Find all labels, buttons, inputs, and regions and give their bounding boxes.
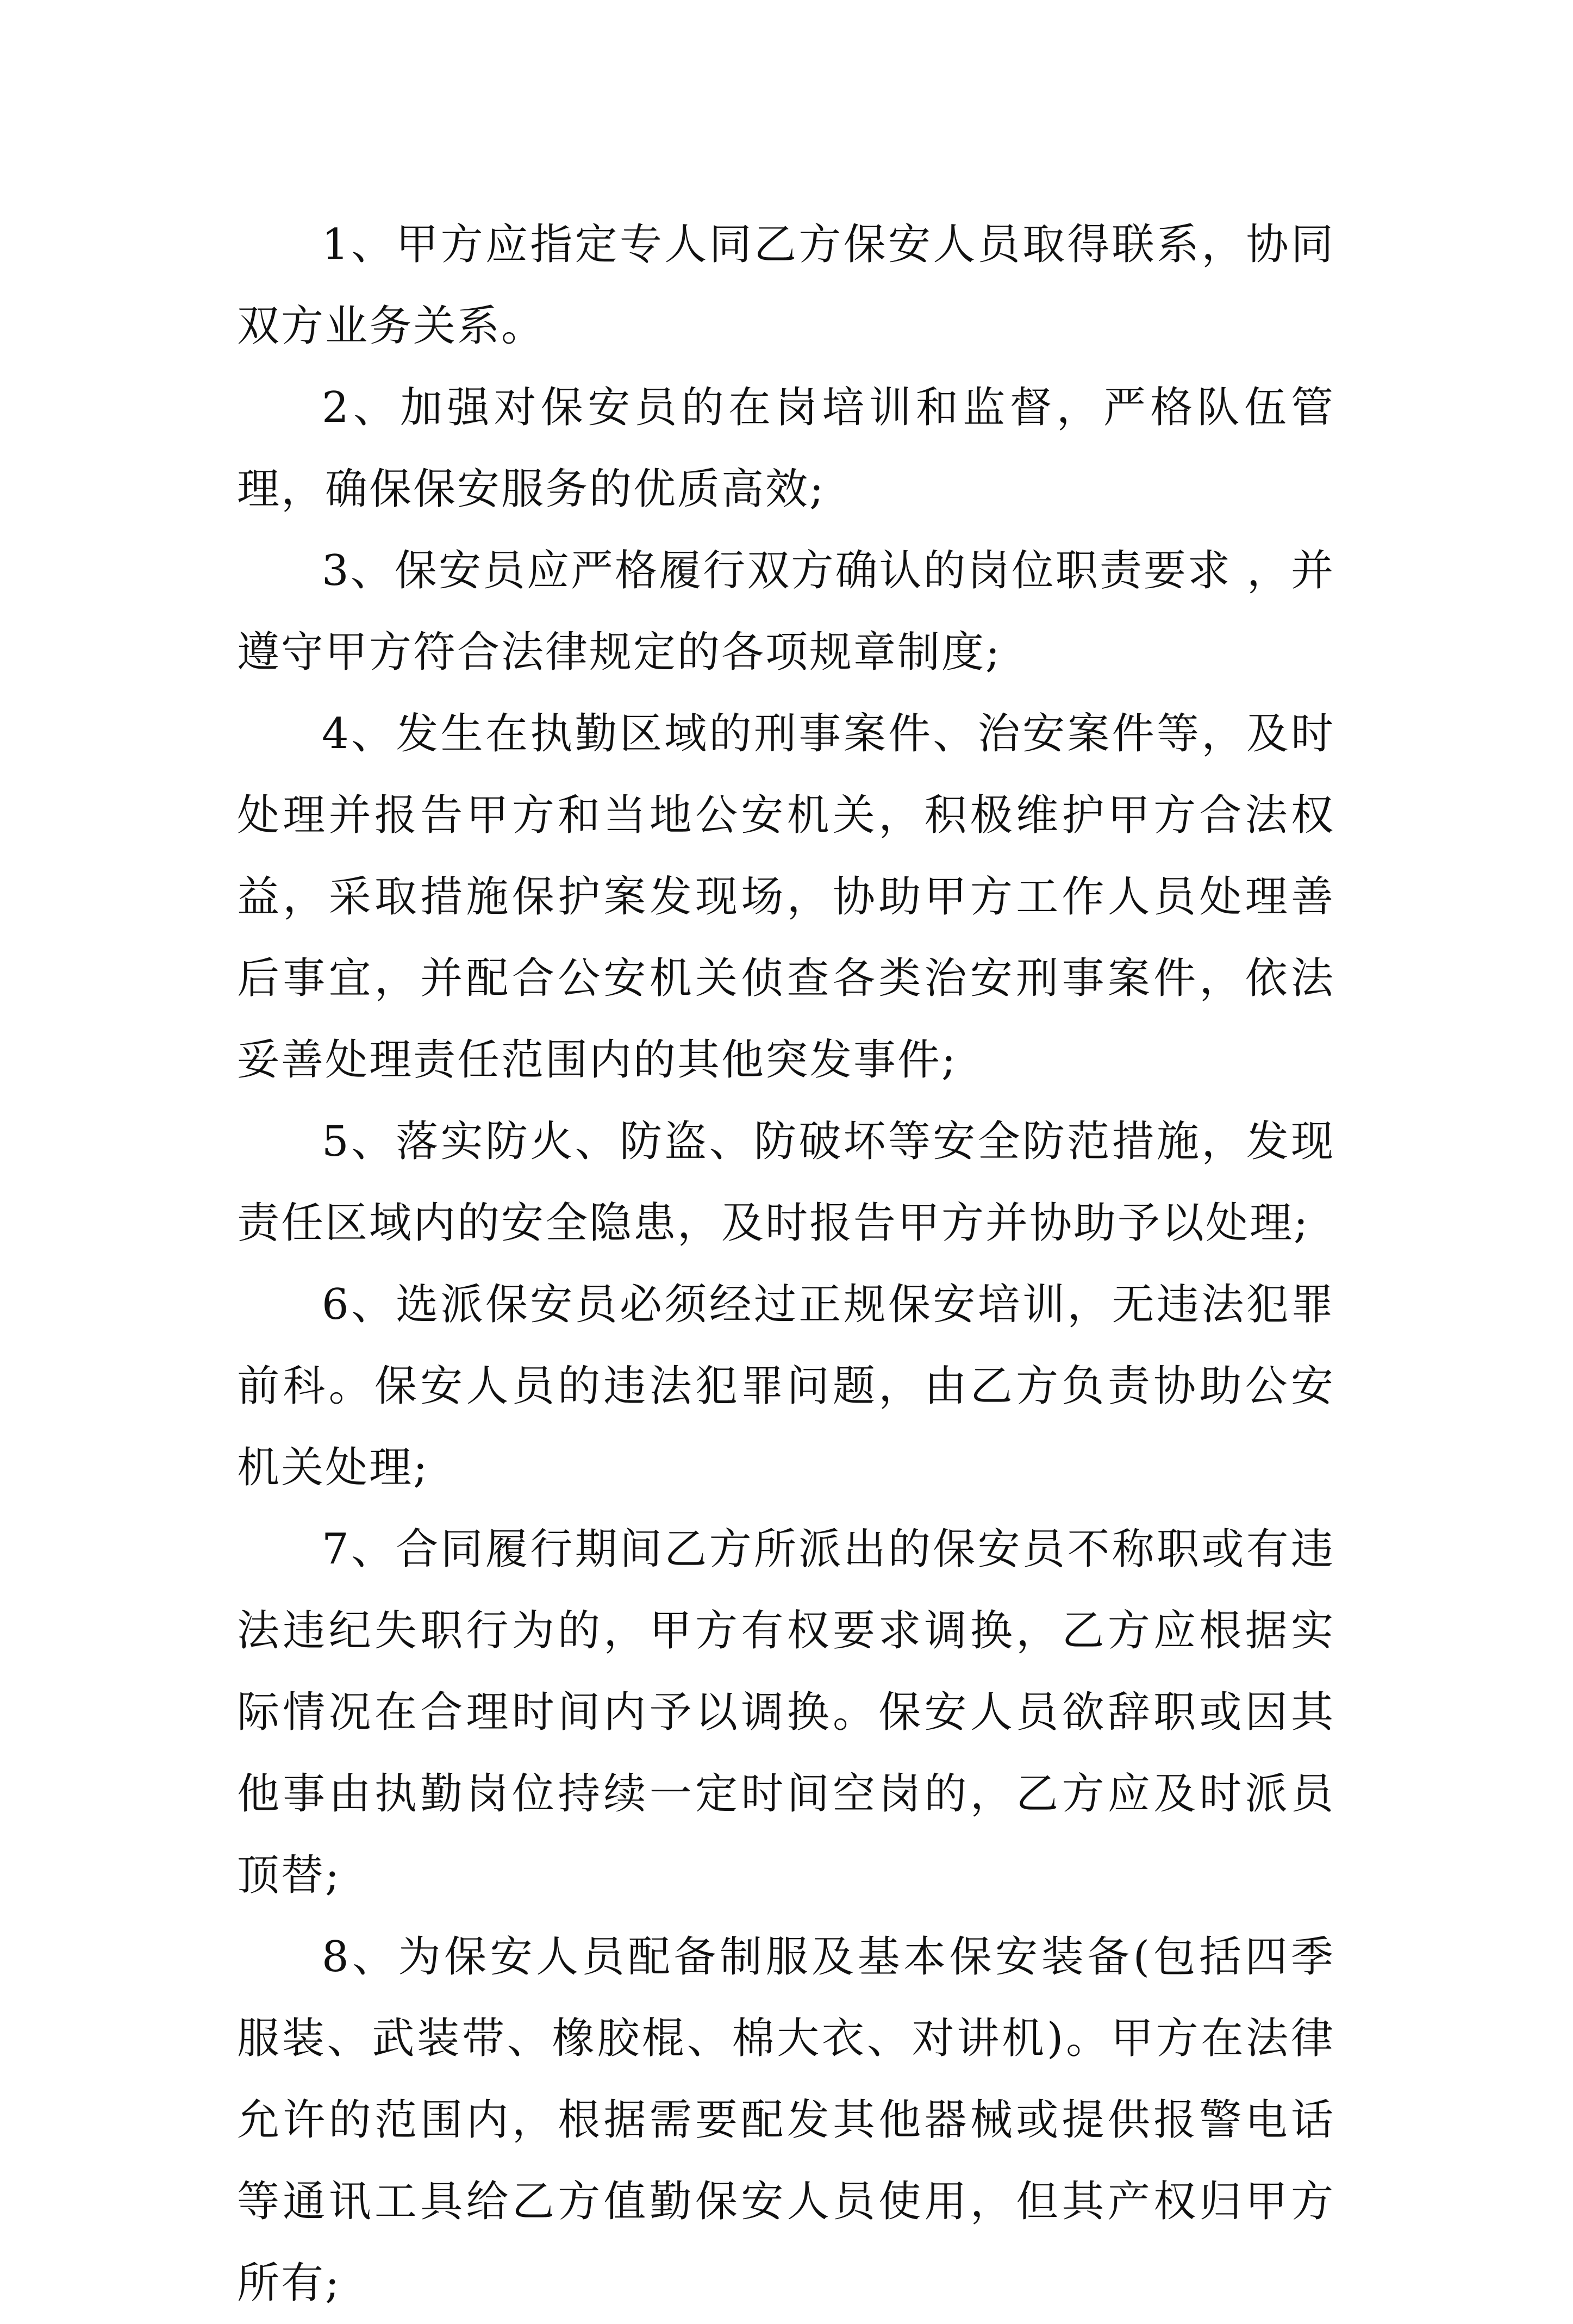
document-body — [237, 204, 1335, 2324]
clause-2: 2、加强对保安员的在岗培训和监督，严格队伍管理，确保保安服务的优质高效; — [237, 383, 1335, 514]
clause-3: 3、保安员应严格履行双方确认的岗位职责要求 ，并遵守甲方符合法律规定的各项规章制度; — [237, 546, 1335, 677]
clause-8: 8、为保安人员配备制服及基本保安装备(包括四季服装、武装带、橡胶棍、棉大衣、对讲机)。甲方在法律允许的范围内，根据需要配发其他器械或提供报警电话等通讯工具给乙方值勤保安人员使用，但其产权归甲方所有; — [237, 1933, 1335, 2308]
clause-6: 6、选派保安员必须经过正规保安培训，无违法犯罪前科。保安人员的违法犯罪问题，由乙方负责协助公安机关处理; — [237, 1280, 1335, 1492]
clause-4: 4、发生在执勤区域的刑事案件、治安案件等，及时处理并报告甲方和当地公安机关，积极维护甲方合法权益，采取措施保护案发现场，协助甲方工作人员处理善后事宜，并配合公安机关侦查各类治安刑事案件，依法妥善处理责任范围内的其他突发事件; — [237, 709, 1335, 1085]
clause-5: 5、落实防火、防盗、防破坏等安全防范措施，发现责任区域内的安全隐患，及时报告甲方并协助予以处理; — [237, 1117, 1335, 1248]
clause-7: 7、合同履行期间乙方所派出的保安员不称职或有违法违纪失职行为的，甲方有权要求调换，乙方应根据实际情况在合理时间内予以调换。保安人员欲辞职或因其他事由执勤岗位持续一定时间空岗的，乙方应及时派员顶替; — [237, 1525, 1335, 1900]
clause-1: 1、甲方应指定专人同乙方保安人员取得联系，协同双方业务关系。 — [237, 220, 1335, 351]
